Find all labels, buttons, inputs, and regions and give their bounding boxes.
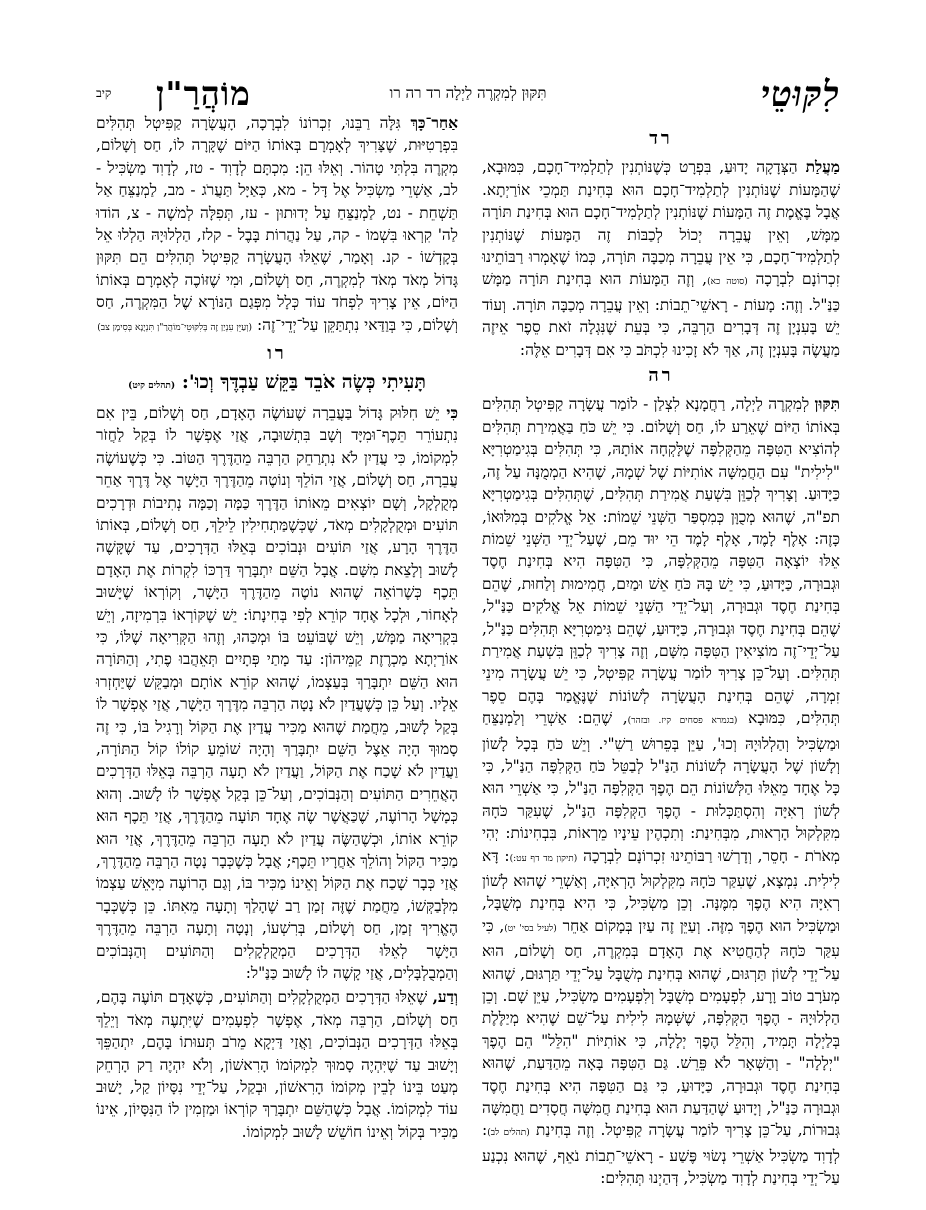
section-206-second-paragraph (96, 986, 458, 1143)
paragraph-text: שֶׁאֵלּוּ הַדְּרָכִים הַמְקֻלְקָלִים וְהַתּוֹעִים, כְּשֶׁאָדָם תּוֹעֶה בָּהֶם, חַס וְשָׁלוֹם, הַרְבֵּה מְאֹד, אֶפְשָׁר לִפְעָמִים שֶׁיִּתְעֶה מְאֹד וְיֵלֵךְ בְּאֵלּוּ הַדְּרָכִים הַנְּבוֹכִים, וַאֲזַי דַּיְקָא מֵרֹב תְּעוּתוֹ בָּהֶם, יִתְהַפֵּךְ וְיָשׁוּב עַד שֶׁיִּהְיֶה סָמוּךְ לִמְקוֹמוֹ הָרִאשׁוֹן, וְלֹא יִהְיֶה רַק הָרְחֵק מְעַט בֵּינוֹ לְבֵין מְקוֹמוֹ הָרִאשׁוֹן, וּבְקַל, עַל־יְדֵי נִסָּיוֹן קַל, יָשׁוּב עוֹד לִמְקוֹמוֹ. אֲבָל כְּשֶׁהַשֵּׁם יִתְבָּרַךְ קוֹרְאוֹ וּמַזְמִין לוֹ הַנִּסָּיוֹן, אֵינוֹ מַכִּיר בְּקוֹל וְאֵינוֹ חוֹשֵׁשׁ לָשׁוּב לִמְקוֹמוֹ. (96, 988, 458, 1141)
paragraph-text: , וְזֶה הַמָּעוֹת הוּא בְּחִינַת תּוֹרָה מַמָּשׁ כַּנַּ"ל. וְזֶה: מָעוֹת - רָאשֵׁי־תֵבוֹת: וְאֵין עֲבֵרָה מְכַבָּה תּוֹרָה. וְעוֹד יֵשׁ בָּעִנְיָן זֶה דְּבָרִים הַרְבֵּה, כִּי בְּעֵת שֶׁנִּגְלָה זֹאת סֵפֶר אֵיזֶה מַעֲשֶׂה בָּעִנְיָן זֶה, אַךְ לֹא זָכִינוּ לִכְתֹּב כִּי אִם דְּבָרִים אֵלֶּה: (482, 270, 840, 359)
paragraph-text: , כִּי עִקַּר כֹּחָהּ לְהַחֲטִיא אֶת הָאָדָם בְּמִקְרֶה, חַס וְשָׁלוֹם, הוּא עַל־יְדֵי לְשׁוֹן תַּרְגּוּם, שֶׁהוּא בְּחִינַת מְשֻׁבָּל עַל־יְדֵי תַּרְגּוּם, שֶׁהוּא מְעֹרָב טוֹב וָרָע, לִפְעָמִים מְשֻׁבָּל וְלִפְעָמִים מַשְׂכִּיל, עַיֵּן שָׁם. וְכֵן הַלְלוּיָהּ - הֶפֶךְ הַקְּלִפָּה, שֶׁשְּׁמָהּ לִילִית עַל־שֵׁם שֶׁהִיא מְיַלֶּלֶת בְּלַיְלָה תָּמִיד, וְהִלֵּל הֶפֶךְ יְלָלָה, כִּי אוֹתִיּוֹת "הִלֵּל" הֵם הֶפֶךְ "יְלָלָה" - וְהַשְּׁאָר לֹא פֵּרֵשׁ. גַּם הַטִּפָּה בָּאָה מֵהַדַּעַת, שֶׁהוּא בְּחִינַת חֶסֶד וּגְבוּרָה, כַּיָּדוּעַ, כִּי גַּם הַטִּפָּה הִיא בְּחִינַת חֶסֶד וּגְבוּרָה כַּנַּ"ל, וְיָדוּעַ שֶׁהַדַּעַת הוּא בְּחִינַת חֲמִשָּׁה חֲסָדִים וַחֲמִשָּׁה גְּבוּרוֹת, עַל־כֵּן צָרִיךְ לוֹמַר עֲשָׂרָה קַפִּיטְל. וְזֶה בְּחִינַת (482, 916, 840, 1140)
source-citation: (תיקון מד דף עט:) (509, 853, 578, 864)
page-number: קיב (96, 86, 112, 100)
left-column (96, 112, 458, 1143)
paragraph-text: הַצְּדָקָה יָדוּעַ, בִּפְרָט כְּשֶׁנּוֹתְנִין לְתַלְמִיד־חָכָם, כִּמּוּבָא, שֶׁהַמָּעוֹת שֶׁנּוֹתְנִין לְתַלְמִיד־חָכָם הוּא בְּחִינַת תַּמְכֵי אוֹרַיְתָא. אֲבָל בֶּאֱמֶת זֶה הַמָּעוֹת שֶׁנּוֹתְנִין לְתַלְמִיד־חָכָם הוּא בְּחִינַת תּוֹרָה מַמָּשׁ, וְאֵין עֲבֵרָה יְכוֹל לְכַבּוֹת זֶה הַמָּעוֹת שֶׁנּוֹתְנִין לְתַלְמִיד־חָכָם, כִּי אֵין עֲבֵרָה מְכַבָּה תּוֹרָה, כְּמוֹ שֶׁאָמְרוּ רַבּוֹתֵינוּ זִכְרוֹנָם לִבְרָכָה (482, 158, 840, 289)
header-subtitle: תִּקּוּן לְמִקְרֶה לַיְלָה רד רה רו (389, 84, 547, 102)
paragraph-text: : דָּא לִילִית. נִמְצָא, שֶׁעִקַּר כֹּחָהּ מִקִּלְקוּל הָרְאִיָּה, וְאַשְׁרֵי שֶׁהוּא לְשׁוֹן רְאִיָּה הִיא הֶפֶךְ מִמֶּנָּה. וְכֵן מַשְׂכִּיל, כִּי הִיא בְּחִינַת מְשֻׁבָּל, וּמַשְׂכִּיל הוּא הֶפֶךְ מִזֶּה. וְעַיֵּן זֶה עַיִן בְּמָקוֹם אַחֵר (482, 846, 840, 935)
section-number-205: רה (648, 365, 674, 387)
paragraph-text: לְמִקְרֶה לַיְלָה, רַחֲמָנָא לִצְלַן - לוֹמַר עֲשָׂרָה קַפִּיטְל תְּהִלִּים בְּאוֹתוֹ הַיּוֹם שֶׁאֵרַע לוֹ, חַס וְשָׁלוֹם. כִּי יֵשׁ כֹּחַ בַּאֲמִירַת תְּהִלִּים לְהוֹצִיא הַטִּפָּה מֵהַקְּלִפָּה שֶׁלָּקְחָה אוֹתָהּ, כִּי תְּהִלִּים בְּגִימַטְרִיָּא "לִילִית" עִם הַחֲמִשָּׁה אוֹתִיּוֹת שֶׁל שְׁמָהּ, שֶׁהִיא הַמְמֻנָּה עַל זֶה, כַּיָּדוּעַ. וְצָרִיךְ לְכַוֵּן בִּשְׁעַת אֲמִירַת תְּהִלִּים, שֶׁתְּהִלִּים בְּגִימַטְרִיָּא תפ"ה, שֶׁהוּא מְכֻוָּן כְּמִסְפַּר הַשְּׁנֵי שֵׁמוֹת: אֵל אֱלֹקִים בְּמִלּוּאוֹ, כָּזֶה: אָלֶף לָמֶד, אָלֶף לָמֶד הֵי יוּד מֵם, שֶׁעַל־יְדֵי הַשְּׁנֵי שֵׁמוֹת אֵלּוּ יוֹצְאָה הַטִּפָּה מֵהַקְּלִפָּה, כִּי הַטִּפָּה הִיא בְּחִינַת חֶסֶד וּגְבוּרָה, כַּיָּדוּעַ, כִּי יֵשׁ בָּהּ כֹּחַ אֵשׁ וּמַיִם, חֲמִימוּת וְלַחוּת, שֶׁהֵם בְּחִינַת חֶסֶד וּגְבוּרָה, וְעַל־יְדֵי הַשְּׁנֵי שֵׁמוֹת אֵל אֱלֹקִים כַּנַּ"ל, שֶׁהֵם בְּחִינַת חֶסֶד וּגְבוּרָה, כַּיָּדוּעַ, שֶׁהֵם גִּימַטְרִיָּא תְּהִלִּים כַּנַּ"ל, עַל־יְדֵי־זֶה מוֹצִיאִין הַטִּפָּה מִשָּׁם, וְזֶה צָרִיךְ לְכַוֵּן בִּשְׁעַת אֲמִירַת תְּהִלִּים. וְעַל־כֵּן צָרִיךְ לוֹמַר עֲשָׂרָה קַפִּיטְל, כִּי יֵשׁ עֲשָׂרָה מִינֵי זִמְרָה, שֶׁהֵם בְּחִינַת הָעֲשָׂרָה לְשׁוֹנוֹת שֶׁנֶּאֱמַר בָּהֶם סֵפֶר תְּהִלִּים, כִּמּוּבָא (482, 395, 840, 728)
source-citation: (לעיל בסי' יט) (504, 923, 557, 934)
source-citation: (וְעַיֵּן עִנְיַן זֶה בְּלִקּוּטֵי־מוֹהֲרַ"ן תִּנְיָנָא בְּסִימָן צב) (97, 322, 253, 333)
continuation-paragraph (96, 112, 458, 339)
section-204-paragraph (482, 156, 840, 361)
paragraph-text: גִּלָּה רַבֵּנוּ, זִכְרוֹנוֹ לִבְרָכָה, הָעֲשָׂרָה קַפִּיטְל תְּהִלִּים בִּפְרָטִיּוּת, שֶׁצָּרִיךְ לְאָמְרָם בְּאוֹתוֹ הַיּוֹם שֶׁקָּרָה לוֹ, חַס וְשָׁלוֹם, מִקְרֶה בִּלְתִּי טָהוֹר. וְאֵלּוּ הֵן: מִכְתָּם לְדָוִד - טז, לְדָוִד מַשְׂכִּיל - לב, אַשְׁרֵי מַשְׂכִּיל אֶל דָּל - מא, כְּאַיָּל תַּעֲרֹג - מב, לַמְנַצֵּחַ אַל תַּשְׁחֵת - נט, לַמְנַצֵּחַ עַל יְדוּתוּן - עז, תְּפִלָּה לְמשֶׁה - צ, הוֹדוּ לַה' קִרְאוּ בִּשְׁמוֹ - קה, עַל נַהֲרוֹת בָּבֶל - קלז, הַלְלוּיָהּ הַלְלוּ אֵל בְּקָדְשׁוֹ - קנ. וְאָמַר, שֶׁאֵלּוּ הָעֲשָׂרָה קַפִּיטְל תְּהִלִּים הֵם תִּקּוּן גָּדוֹל מְאֹד מְאֹד לְמִקְרֶה, חַס וְשָׁלוֹם, וּמִי שֶׁזּוֹכֶה לְאָמְרָם בְּאוֹתוֹ הַיּוֹם, אֵין צָרִיךְ לִפְחֹד עוֹד כְּלָל מִפְּגַם הַנּוֹרָא שֶׁל הַמִּקְרֶה, חַס וְשָׁלוֹם, כִּי בְּוַדַּאי נִתְתַּקֵּן עַל־יְדֵי־זֶה: (96, 114, 458, 334)
section-title-text: תָּעִיתִי כְּשֶׂה אֹבֵד בַּקֵּשׁ עַבְדֶּךָ וְכוּ': (181, 371, 426, 394)
source-citation: (סוטה כא) (707, 277, 748, 288)
book-title-left: מוֹהֲרַ"ן (156, 74, 251, 113)
paragraph-text: : לְדָוִד מַשְׂכִּיל אַשְׁרֵי נְשׂוּי פֶּשַׁע - רָאשֵׁי־תֵבוֹת נֹאֵף, שֶׁהוּא נִכְנַע עַל־יְדֵי בְּחִינַת לְדָוִד מַשְׂכִּיל, דְּהַיְנוּ תְּהִלִּים: (482, 1121, 840, 1188)
book-title-right: לִקּוּטֵי (760, 74, 840, 115)
source-citation: (בגמרא פסחים קיז. ובזהר) (627, 716, 738, 727)
lead-word: מַעֲלַת (805, 158, 840, 177)
lead-word: תִּקּוּן (814, 395, 840, 414)
section-206-title (96, 371, 458, 397)
section-205-paragraph (482, 393, 840, 1189)
source-citation: (תהלים לב) (487, 1128, 530, 1139)
running-header (96, 60, 840, 120)
section-number-206: רו (267, 343, 287, 365)
paragraph-text: , שֶׁהֵם: אַשְׁרֵי וְלַמְנַצֵּחַ וּמַשְׂכִּיל וְהַלְלוּיָהּ וְכוּ', עַיֵּן בְּפֵרוּשׁ רַשִׁ"י. וְיֵשׁ כֹּחַ בְּכָל לָשׁוֹן וְלָשׁוֹן שֶׁל הָעֲשָׂרָה לְשׁוֹנוֹת הַנַּ"ל לְבַטֵּל כֹּחַ הַקְּלִפָּה הַנַּ"ל, כִּי כָּל אֶחָד מֵאֵלּוּ הַלְּשׁוֹנוֹת הֵם הֶפֶךְ הַקְּלִפָּה הַנַּ"ל, כִּי אַשְׁרֵי הוּא לְשׁוֹן רְאִיָּה וְהִסְתַּכְּלוּת - הֶפֶךְ הַקְּלִפָּה הַנַּ"ל, שֶׁעִקַּר כֹּחָהּ מִקִּלְקוּל הָרְאוּת, מִבְּחִינַת: וְתִכְהֶין עֵינָיו מֵרְאוֹת, בִּבְחִינוֹת: יְהִי מְאֹרֹת - חָסֵר, וְדָרְשׁוּ רַבּוֹתֵינוּ זִכְרוֹנָם לִבְרָכָה (482, 709, 840, 865)
section-number-204: רד (649, 128, 673, 149)
section-206-paragraph (96, 402, 458, 985)
lead-word: כִּי (446, 403, 458, 422)
source-citation: (תהלים קיט) (128, 381, 176, 392)
lead-word: אַחַר־כָּךְ (410, 114, 458, 132)
lead-word: וְדַע, (432, 988, 458, 1007)
right-column (482, 124, 840, 1190)
paragraph-text: יֵשׁ חִלּוּק גָּדוֹל בַּעֲבֵרָה שֶׁעוֹשֶׂה הָאָדָם, חַס וְשָׁלוֹם, בֵּין אִם נִתְעוֹרֵר תֵּכֶף־וּמִיָּד וְשָׁב בִּתְשׁוּבָה, אֲזַי אֶפְשָׁר לוֹ בְּקַל לַחֲזֹר לִמְקוֹמוֹ, כִּי עֲדַיִן לֹא נִתְרַחֵק הַרְבֵּה מֵהַדֶּרֶךְ הַטּוֹב. כִּי כְּשֶׁעוֹשֶׂה עֲבֵרָה, חַס וְשָׁלוֹם, אֲזַי הוֹלֵךְ וְנוֹטֶה מֵהַדֶּרֶךְ הַיָּשָׁר אֶל דֶּרֶךְ אַחֵר מְקֻלְקָל, וְשָׁם יוֹצְאִים מֵאוֹתוֹ הַדֶּרֶךְ כַּמָּה וְכַמָּה נְתִיבוֹת וּדְרָכִים תּוֹעִים וּמְקֻלְקָלִים מְאֹד, שֶׁכְּשֶׁמַּתְחִילִין לֵילֵךְ, חַס וְשָׁלוֹם, בְּאוֹתוֹ הַדֶּרֶךְ הָרָע, אֲזַי תּוֹעִים וּנְבוֹכִים בְּאֵלּוּ הַדְּרָכִים, עַד שֶׁקָּשֶׁה לָשׁוּב וְלָצֵאת מִשָּׁם. אֲבָל הַשֵּׁם יִתְבָּרַךְ דַּרְכּוֹ לִקְרוֹת אֶת הָאָדָם תֵּכֶף כְּשֶׁרוֹאֵה שֶׁהוּא נוֹטֶה מֵהַדֶּרֶךְ הַיָּשָׁר, וְקוֹרְאוֹ שֶׁיָּשׁוּב לְאָחוֹר, וּלְכָל אֶחָד קוֹרֵא לְפִי בְּחִינָתוֹ: יֵשׁ שֶׁקּוֹרְאוֹ בִּרְמִיזָה, וְיֵשׁ בִּקְרִיאָה מַמָּשׁ, וְיֵשׁ שֶׁבּוֹעֵט בּוֹ וּמְכַּהוּ, וְזֶהוּ הַקְּרִיאָה שֶׁלּוֹ, כִּי אוֹרַיְתָא מַכְרֶזֶת קַמֵּיהוֹן: עַד מָתַי פְּתָיִים תְּאֵהֲבוּ פֶתִי, וְהַתּוֹרָה הוּא הַשֵּׁם יִתְבָּרַךְ בְּעַצְמוֹ, שֶׁהוּא קוֹרֵא אוֹתָם וּמְבַקֵּשׁ שֶׁיַּחְזְרוּ אֵלָיו. וְעַל כֵּן כְּשֶׁעֲדַיִן לֹא נָטָה הַרְבֵּה מִדֶּרֶךְ הַיָּשָׁר, אֲזַי אֶפְשָׁר לוֹ בְּקַל לָשׁוּב, מֵחֲמַת שֶׁהוּא מַכִּיר עֲדַיִן אֶת הַקּוֹל וְרָגִיל בּוֹ, כִּי זֶה סָמוּךְ הָיָה אֵצֶל הַשֵּׁם יִתְבָּרַךְ וְהָיָה שׁוֹמֵעַ קוֹלוֹ קוֹל הַתּוֹרָה, וַעֲדַיִן לֹא שָׁכַח אֶת הַקּוֹל, וַעֲדַיִן לֹא תָעָה הַרְבֵּה בְּאֵלּוּ הַדְּרָכִים הָאֲחֵרִים הַתּוֹעִים וְהַנְּבוֹכִים, וְעַל־כֵּן בְּקַל אֶפְשָׁר לוֹ לָשׁוּב. וְהוּא כְּמָשָׁל הָרוֹעֶה, שֶׁכַּאֲשֶׁר שֶׂה אֶחָד תּוֹעָה מֵהַדֶּרֶךְ, אֲזַי תֵּכֶף הוּא קוֹרֵא אוֹתוֹ, וּכְשֶׁהַשֶּׂה עֲדַיִן לֹא תָעָה הַרְבֵּה מֵהַדֶּרֶךְ, אֲזַי הוּא מַכִּיר הַקּוֹל וְהוֹלֵךְ אַחֲרָיו תֵּכֶף; אֲבָל כְּשֶׁכְּבָר נָטָה הַרְבֵּה מֵהַדֶּרֶךְ, אֲזַי כְּבָר שָׁכַח אֶת הַקּוֹל וְאֵינוֹ מַכִּיר בּוֹ, וְגַם הָרוֹעֶה מִיָּאֵשׁ עַצְמוֹ מִלְּבַקְּשׁוֹ, מֵחֲמַת שֶׁזֶּה זְמַן רַב שֶׁהָלַךְ וְתָעָה מֵאִתּוֹ. כֵּן כְּשֶׁכְּבָר הֶאֱרִיךְ זְמַן, חַס וְשָׁלוֹם, בְּרִשְׁעוֹ, וְנָטָה וְתָעָה הַרְבֵּה מֵהַדֶּרֶךְ הַיָּשָׁר לְאֵלּוּ הַדְּרָכִים הַמְקֻלְקָלִים וְהַתּוֹעִים וְהַנְּבוֹכִים וְהַמְבֻלְבָּלִים, אֲזַי קָשֶׁה לוֹ לָשׁוּב כַּנַּ"ל: (96, 403, 458, 983)
